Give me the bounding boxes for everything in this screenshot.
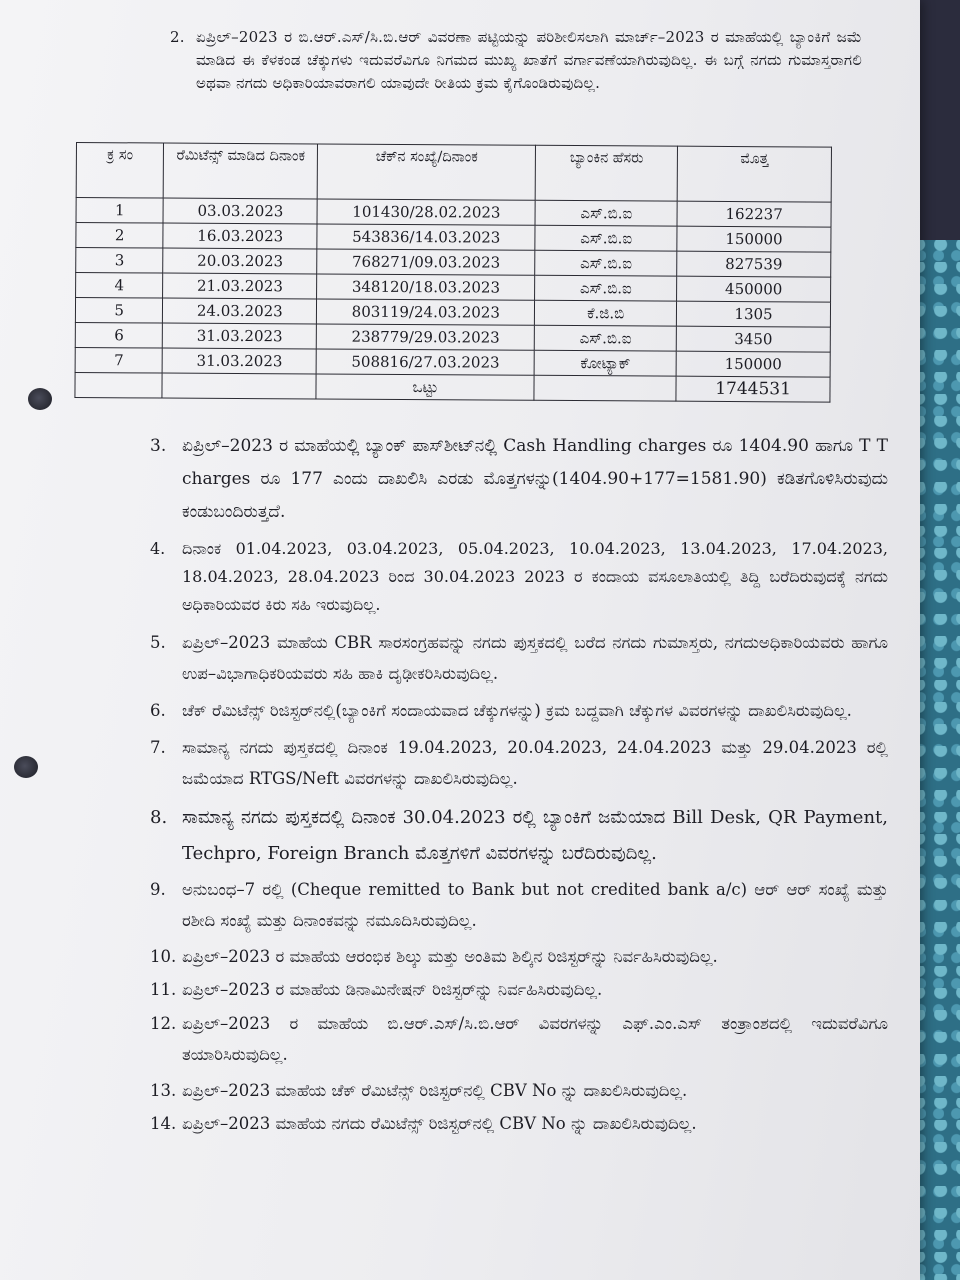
header-bank-name: ಬ್ಯಾಂಕಿನ ಹೆಸರು (536, 145, 678, 201)
cell-cheque: 508816/27.03.2023 (316, 349, 534, 375)
item-text: ಏಪ್ರಿಲ್–2023 ಮಾಹೆಯ CBR ಸಾರಸಂಗ್ರಹವನ್ನು ನಗದು ಪುಸ್ತಕದಲ್ಲಿ ಬರೆದ ನಗದು ಗುಮಾಸ್ತರು, ನಗದುಅಧಿಕಾರಿಯವರು ಹಾಗೂ ಉಪ–ವಿಭಾಗಾಧಿಕರಿಯವರು ಸಹಿ ಹಾಕಿ ದೃಢೀಕರಿಸಿರುವುದಿಲ್ಲ. (182, 633, 888, 683)
list-item (150, 1076, 888, 1105)
item-2-paragraph (172, 26, 862, 95)
cell-cheque: 803119/24.03.2023 (317, 299, 535, 325)
cell-remit-date: 16.03.2023 (163, 223, 317, 249)
cell-remit-date: 03.03.2023 (163, 198, 317, 224)
table-body (75, 198, 831, 403)
item-number: 7. (150, 738, 166, 757)
cell-remit-date: 24.03.2023 (163, 298, 317, 324)
observation-points-list (150, 430, 888, 1142)
punch-hole (28, 388, 52, 410)
cell-remit-date: 31.03.2023 (163, 348, 317, 374)
cell-serial: 6 (75, 322, 163, 348)
table-header-row (76, 143, 831, 203)
header-serial: ಕ್ರ ಸಂ (76, 143, 164, 199)
cell-bank: ಎಸ್.ಬಿ.ಐ (535, 275, 677, 301)
item-number: 5. (150, 633, 166, 652)
item-number: 13. (150, 1081, 177, 1100)
total-row (75, 372, 830, 402)
item-text: ಚೆಕ್ ರೆಮಿಟೆನ್ಸ್ ರಿಜಿಸ್ಟರ್‌ನಲ್ಲಿ(ಬ್ಯಾಂಕಿಗೆ ಸಂದಾಯವಾದ ಚೆಕ್ಕುಗಳನ್ನು) ಕ್ರಮ ಬದ್ದವಾಗಿ ಚೆಕ್ಕುಗಳ ವಿವರಗಳನ್ನು ದಾಖಲಿಸಿರುವುದಿಲ್ಲ. (182, 701, 852, 720)
cell-amount: 150000 (677, 226, 831, 252)
list-item (150, 732, 888, 794)
list-item (150, 874, 888, 936)
cell-serial: 2 (76, 223, 164, 249)
cell-cheque: 768271/09.03.2023 (317, 249, 535, 275)
item-number: 8. (150, 807, 168, 828)
header-cheque-no-date: ಚೆಕ್‌ನ ಸಂಖ್ಯೆ/ದಿನಾಂಕ (317, 144, 535, 200)
cell-empty (534, 375, 676, 401)
cell-serial: 7 (75, 347, 163, 373)
cell-amount: 450000 (677, 276, 831, 302)
cell-amount: 162237 (677, 201, 831, 227)
list-item (150, 627, 888, 689)
cell-remit-date: 20.03.2023 (163, 248, 317, 274)
list-item (150, 1109, 888, 1138)
cell-cheque: 101430/28.02.2023 (317, 199, 535, 225)
cell-serial: 5 (75, 298, 163, 324)
cell-bank: ಎಸ್.ಬಿ.ಐ (535, 225, 677, 251)
item-number: 12. (150, 1014, 177, 1033)
header-remit-date: ರೆಮಿಟೆನ್ಸ್ ಮಾಡಿದ ದಿನಾಂಕ (164, 143, 318, 199)
item-text: ಏಪ್ರಿಲ್–2023 ರ ಮಾಹೆಯ ಆರಂಭಿಕ ಶಿಲ್ಕು ಮತ್ತು ಅಂತಿಮ ಶಿಲ್ಕಿನ ರಿಜಿಸ್ಟರ್‌ನ್ನು ನಿರ್ವಹಿಸಿರುವುದಿಲ್ಲ. (182, 947, 718, 966)
cell-remit-date: 21.03.2023 (163, 273, 317, 299)
list-item (150, 535, 888, 619)
cell-cheque: 348120/18.03.2023 (317, 274, 535, 300)
item-number: 3. (150, 436, 167, 456)
cell-remit-date: 31.03.2023 (163, 323, 317, 349)
list-item (150, 430, 888, 529)
list-item (150, 942, 888, 971)
item-text: ಏಪ್ರಿಲ್–2023 ರ ಬಿ.ಆರ್.ಎಸ್/ಸಿ.ಬಿ.ಆರ್ ವಿವರಣಾ ಪಟ್ಟಿಯನ್ನು ಪರಿಶೀಲಿಸಲಾಗಿ ಮಾರ್ಚ್–2023 ರ ಮಾಹೆಯಲ್ಲಿ ಬ್ಯಾಂಕಿಗೆ ಜಮೆ ಮಾಡಿದ ಈ ಕೆಳಕಂಡ ಚೆಕ್ಕುಗಳು ಇದುವರೆವಿಗೂ ನಿಗಮದ ಮುಖ್ಯ ಖಾತೆಗೆ ವರ್ಗಾವಣೆಯಾಗಿರುವುದಿಲ್ಲ. ಈ ಬಗ್ಗೆ ನಗದು ಗುಮಾಸ್ತರಾಗಲಿ ಅಥವಾ ನಗದು ಅಧಿಕಾರಿಯಾವರಾಗಲಿ ಯಾವುದೇ ರೀತಿಯ ಕ್ರಮ ಕೈಗೊಂಡಿರುವುದಿಲ್ಲ. (196, 28, 862, 92)
cell-amount: 827539 (677, 251, 831, 277)
cell-bank: ಎಸ್.ಬಿ.ಐ (535, 325, 677, 351)
item-text: ದಿನಾಂಕ 01.04.2023, 03.04.2023, 05.04.2023, 10.04.2023, 13.04.2023, 17.04.2023, 18.04.2023, 28.04.2023 ರಿಂದ 30.04.2023 2023 ರ ಕಂದಾಯ ವಸೂಲಾತಿಯಲ್ಲಿ ತಿದ್ದಿ ಬರೆದಿರುವುದಕ್ಕೆ ನಗದು ಅಧಿಕಾರಿಯವರ ಕಿರು ಸಹಿ ಇರುವುದಿಲ್ಲ. (182, 539, 888, 614)
item-text: ಏಪ್ರಿಲ್–2023 ರ ಮಾಹೆಯಲ್ಲಿ ಬ್ಯಾಂಕ್ ಪಾಸ್‌ಶೀಟ್‌ನಲ್ಲಿ Cash Handling charges ರೂ 1404.90 ಹಾಗೂ T T charges ರೂ 177 ಎಂದು ದಾಖಲಿಸಿ ಎರಡು ಮೊತ್ತಗಳನ್ನು(1404.90+177=1581.90) ಕಡಿತಗೊಳಿಸಿರುವುದು ಕಂಡುಬಂದಿರುತ್ತದೆ. (182, 436, 888, 522)
cell-bank: ಎಸ್.ಬಿ.ಐ (535, 250, 677, 276)
item-text: ಸಾಮಾನ್ಯ ನಗದು ಪುಸ್ತಕದಲ್ಲಿ ದಿನಾಂಕ 30.04.2023 ರಲ್ಲಿ ಬ್ಯಾಂಕಿಗೆ ಜಮೆಯಾದ Bill Desk, QR Payment, Techpro, Foreign Branch ಮೊತ್ತಗಳಿಗೆ ವಿವರಗಳನ್ನು ಬರೆದಿರುವುದಿಲ್ಲ. (182, 807, 888, 864)
cell-serial: 1 (76, 198, 164, 224)
cell-bank: ಕೆ.ಜಿ.ಬಿ (535, 300, 677, 326)
cell-bank: ಎಸ್.ಬಿ.ಐ (535, 200, 677, 226)
item-text: ಏಪ್ರಿಲ್–2023 ಮಾಹೆಯ ನಗದು ರೆಮಿಟೆನ್ಸ್ ರಿಜಿಸ್ಟರ್‌ನಲ್ಲಿ CBV No ನ್ನು ದಾಖಲಿಸಿರುವುದಿಲ್ಲ. (182, 1114, 697, 1133)
punch-hole (14, 756, 38, 778)
header-amount: ಮೊತ್ತ (677, 146, 831, 202)
cell-empty (162, 373, 316, 399)
total-amount: 1744531 (676, 376, 830, 402)
item-number: 4. (150, 539, 166, 558)
list-item (150, 975, 888, 1004)
item-text: ಅನುಬಂಧ–7 ರಲ್ಲಿ (Cheque remitted to Bank but not credited bank a/c) ಆರ್ ಆರ್ ಸಂಖ್ಯೆ ಮತ್ತು ರಶೀದಿ ಸಂಖ್ಯೆ ಮತ್ತು ದಿನಾಂಕವನ್ನು ನಮೂದಿಸಿರುವುದಿಲ್ಲ. (182, 880, 888, 930)
cell-serial: 3 (76, 248, 164, 274)
item-number: 6. (150, 701, 166, 720)
item-text: ಏಪ್ರಿಲ್–2023 ರ ಮಾಹೆಯ ಬಿ.ಆರ್.ಎಸ್/ಸಿ.ಬಿ.ಆರ್ ವಿವರಗಳನ್ನು ಎಫ್.ಎಂ.ಎಸ್ ತಂತ್ರಾಂಶದಲ್ಲಿ ಇದುವರೆವಿಗೂ ತಯಾರಿಸಿರುವುದಿಲ್ಲ. (182, 1014, 888, 1064)
item-number: 10. (150, 947, 177, 966)
item-number: 2. (170, 28, 185, 46)
item-text: ಏಪ್ರಿಲ್–2023 ಮಾಹೆಯ ಚೆಕ್ ರೆಮಿಟೆನ್ಸ್ ರಿಜಿಸ್ಟರ್‌ನಲ್ಲಿ CBV No ನ್ನು ದಾಖಲಿಸಿರುವುದಿಲ್ಲ. (182, 1081, 688, 1100)
cell-cheque: 543836/14.03.2023 (317, 224, 535, 250)
item-number: 9. (150, 880, 166, 899)
cell-serial: 4 (76, 273, 164, 299)
item-number: 11. (150, 980, 177, 999)
cell-amount: 150000 (676, 351, 830, 377)
total-label: ಒಟ್ಟು (316, 374, 534, 400)
cheque-remittance-table (74, 142, 832, 403)
item-number: 14. (150, 1114, 177, 1133)
cell-bank: ಕೋಟ್ಯಾಕ್ (534, 350, 676, 376)
list-item (150, 800, 888, 872)
cell-cheque: 238779/29.03.2023 (317, 324, 535, 350)
cell-amount: 3450 (676, 326, 830, 352)
cell-amount: 1305 (677, 301, 831, 327)
list-item (150, 695, 888, 726)
item-text: ಸಾಮಾನ್ಯ ನಗದು ಪುಸ್ತಕದಲ್ಲಿ ದಿನಾಂಕ 19.04.2023, 20.04.2023, 24.04.2023 ಮತ್ತು 29.04.2023 ರಲ್ಲಿ ಜಮೆಯಾದ RTGS/Neft ವಿವರಗಳನ್ನು ದಾಖಲಿಸಿರುವುದಿಲ್ಲ. (182, 738, 888, 788)
item-text: ಏಪ್ರಿಲ್–2023 ರ ಮಾಹೆಯ ಡಿನಾಮಿನೇಷನ್ ರಿಜಿಸ್ಟರ್‌ನ್ನು ನಿರ್ವಹಿಸಿರುವುದಿಲ್ಲ. (182, 980, 603, 999)
cell-empty (75, 372, 163, 398)
list-item (150, 1008, 888, 1070)
